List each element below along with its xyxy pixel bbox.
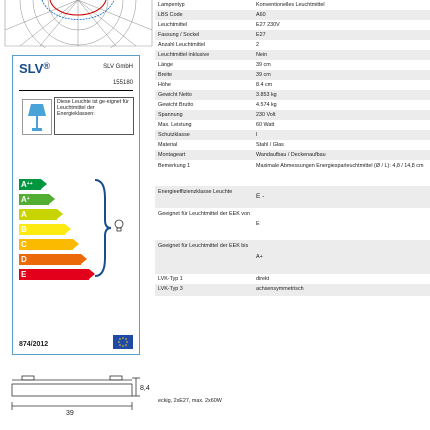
spec-value: E - <box>256 193 265 200</box>
spec-key: Gewicht Brutto <box>158 102 194 108</box>
spec-row <box>155 40 430 50</box>
spec-row <box>155 30 430 40</box>
energy-class-label: D <box>21 255 27 264</box>
divider <box>19 90 133 91</box>
energy-class-bar <box>19 179 41 190</box>
spec-value: 8.4 cm <box>256 82 273 88</box>
energy-class-bar <box>19 209 57 220</box>
spec-row <box>155 0 430 10</box>
spec-row <box>155 130 430 140</box>
spec-value: 4.574 kg <box>256 102 277 108</box>
suitability-notice: Diese Leuchte ist ge-eignet für Leuchtmittel der Energieklassen: <box>54 97 134 135</box>
spec-key: Geeignet für Leuchtmittel der EEK von <box>158 211 250 217</box>
spec-value: A60 <box>256 12 266 18</box>
regulation-number: 874/2012 <box>19 341 49 348</box>
energy-class-arrow <box>41 179 47 189</box>
spec-key: Lampentyp <box>158 2 185 8</box>
model-number: 155180 <box>112 80 133 86</box>
energy-class-bar <box>19 269 89 280</box>
spec-key: Schutzklasse <box>158 132 190 138</box>
spec-value: 60 Watt <box>256 122 275 128</box>
spec-row <box>155 274 430 284</box>
spec-key: Spannung <box>158 112 183 118</box>
spec-row <box>155 110 430 120</box>
spec-row <box>155 100 430 110</box>
spec-value: Maximale Abmessungen Energiesparleuchtmittel (Ø / L): 4,8 / 14,8 cm <box>256 163 424 169</box>
energy-class-bar <box>19 254 81 265</box>
spec-key: Leuchtmittel <box>158 22 188 28</box>
energy-class-label: A <box>21 195 27 204</box>
energy-class-sup: + <box>26 196 30 202</box>
lamp-icon <box>22 99 52 135</box>
spec-row <box>155 160 430 186</box>
spec-value: E27 230V <box>256 22 280 28</box>
spec-key: Höhe <box>158 82 171 88</box>
spec-row <box>155 120 430 130</box>
spec-value: 230 Volt <box>256 112 276 118</box>
spec-value: achsensymmetrisch <box>256 286 304 292</box>
spec-row <box>155 284 430 296</box>
spec-value: 3.853 kg <box>256 92 277 98</box>
energy-class-arrow <box>49 194 55 204</box>
spec-value: E <box>256 221 260 227</box>
eu-flag-icon <box>113 335 133 349</box>
energy-class-arrow <box>65 224 71 234</box>
bracket-icon <box>91 178 131 278</box>
spec-key: LVK-Typ 3 <box>158 286 183 292</box>
spec-row <box>155 140 430 150</box>
spec-key: Energieeffizienzklasse Leuchte <box>158 189 233 195</box>
energy-class-bar <box>19 239 73 250</box>
spec-value: Wandaufbau / Deckenaufbau <box>256 152 326 158</box>
energy-class-arrow <box>73 239 79 249</box>
spec-row <box>155 150 430 160</box>
energy-class-label: C <box>21 240 27 249</box>
spec-value: 39 cm <box>256 72 271 78</box>
spec-row <box>155 10 430 20</box>
footnote: eckig, 2xE27, max. 2x60W <box>158 398 222 404</box>
energy-class-sup: ++ <box>26 181 33 187</box>
spec-key: Länge <box>158 62 173 68</box>
spec-row <box>155 70 430 80</box>
spec-value: I <box>256 132 258 138</box>
height-dimension: 8,4 <box>140 385 150 392</box>
spec-key: Max. Leistung <box>158 122 192 128</box>
spec-key: Breite <box>158 72 173 78</box>
energy-class-bar <box>19 194 49 205</box>
spec-key: LVK-Typ 1 <box>158 276 183 282</box>
spec-key: Geeignet für Leuchtmittel der EEK bis <box>158 243 249 249</box>
spec-value: A+ <box>256 254 263 260</box>
energy-class-bar <box>19 224 65 235</box>
spec-key: Bemerkung 1 <box>158 163 191 169</box>
brand-logo: SLV® <box>19 61 50 76</box>
dimension-drawing <box>0 364 155 430</box>
spec-row <box>155 208 430 240</box>
spec-value: direkt <box>256 276 270 282</box>
spec-row <box>155 60 430 70</box>
spec-key: Anzahl Leuchtmittel <box>158 42 206 48</box>
spec-value: 39 cm <box>256 62 271 68</box>
energy-class-label: A <box>21 210 27 219</box>
energy-class-label: B <box>21 225 27 234</box>
spec-row <box>155 186 430 208</box>
spec-row <box>155 240 430 274</box>
spec-key: Montageart <box>158 152 186 158</box>
spec-value: Konventionelles Leuchtmittel <box>256 2 325 8</box>
spec-value: Nein <box>256 52 268 58</box>
light-distribution-diagram <box>0 0 155 48</box>
spec-value: Stahl / Glas <box>256 142 284 148</box>
spec-row <box>155 80 430 90</box>
spec-key: LBS Code <box>158 12 183 18</box>
spec-key: Material <box>158 142 178 148</box>
energy-label <box>12 55 140 355</box>
spec-value: 2 <box>256 42 259 48</box>
manufacturer-name: SLV GmbH <box>103 64 133 70</box>
energy-class-arrow <box>81 254 87 264</box>
spec-value: E27 <box>256 32 266 38</box>
spec-row <box>155 50 430 60</box>
spec-key: Leuchtmittel inklusive <box>158 52 210 58</box>
spec-key: Gewicht Netto <box>158 92 192 98</box>
energy-class-label: E <box>21 270 27 279</box>
energy-class-arrow <box>57 209 63 219</box>
width-dimension: 39 <box>66 410 74 417</box>
spec-row <box>155 90 430 100</box>
energy-class-label: A <box>21 180 27 189</box>
spec-row <box>155 20 430 30</box>
spec-key: Fassung / Sockel <box>158 32 200 38</box>
